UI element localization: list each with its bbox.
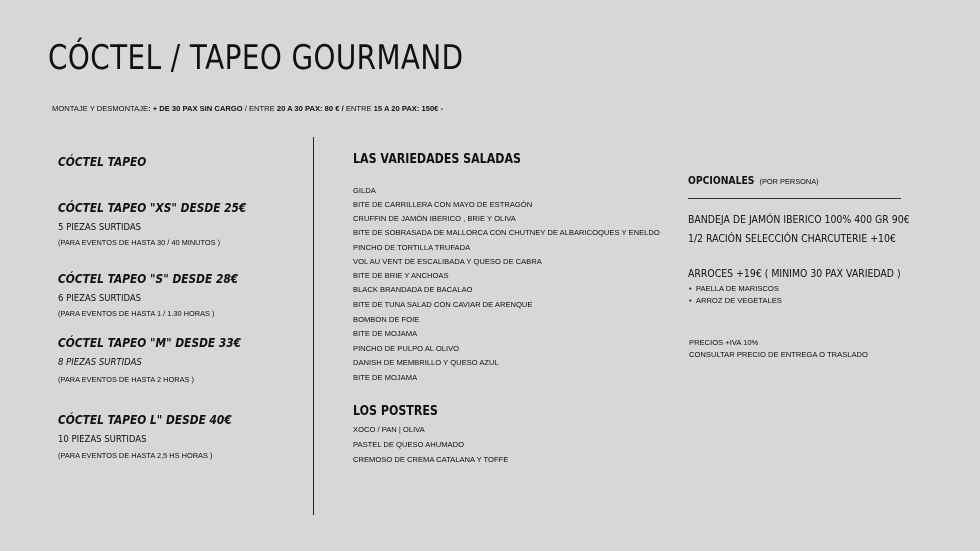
package-l-note: (PARA EVENTOS DE HASTA 2,5 HS HORAS ) <box>58 451 213 460</box>
optional-charcuterie: 1/2 RACIÓN SELECCIÓN CHARCUTERIE +10€ <box>688 232 896 245</box>
package-l-title: CÓCTEL TAPEO L" DESDE 40€ <box>58 412 232 427</box>
salty-item: BITE DE BRIE Y ANCHOAS <box>353 271 449 280</box>
montaje-sep2: / <box>339 104 346 113</box>
package-m-pieces: 8 PIEZAS SURTIDAS <box>58 357 142 368</box>
montaje-free: : + DE 30 PAX SIN CARGO <box>148 104 243 113</box>
salty-item: CRUFFIN DE JAMÓN IBERICO , BRIE Y OLIVA <box>353 214 516 223</box>
salty-item: BITE DE MOJAMA <box>353 329 418 338</box>
salty-item: BITE DE MOJAMA <box>353 373 418 382</box>
package-l-pieces: 10 PIEZAS SURTIDAS <box>58 434 147 445</box>
salty-item: BOMBON DE FOIE <box>353 315 420 324</box>
package-s-pieces: 6 PIEZAS SURTIDAS <box>58 293 142 304</box>
montaje-info <box>52 104 443 113</box>
left-heading: CÓCTEL TAPEO <box>58 154 147 169</box>
optional-rice: ARROCES +19€ ( MINIMO 30 PAX VARIEDAD ) <box>688 267 901 280</box>
dessert-heading: LOS POSTRES <box>353 404 438 419</box>
dessert-item: PASTEL DE QUESO AHUMADO <box>353 440 464 449</box>
salty-item: BLACK BRANDADA DE BACALAO <box>353 285 473 294</box>
montaje-entre: ENTRE <box>345 104 374 113</box>
rice-item-label: ARROZ DE VEGETALES <box>695 296 782 305</box>
rice-item: • PAELLA DE MARISCOS <box>689 284 779 293</box>
salty-item: GILDA <box>353 186 376 195</box>
salty-heading: LAS VARIEDADES SALADAS <box>353 152 521 167</box>
salty-item: DANISH DE MEMBRILLO Y QUESO AZUL <box>353 358 499 367</box>
salty-item: BITE DE CARRILLERA CON MAYO DE ESTRAGÓN <box>353 200 533 209</box>
montaje-15-20: 15 A 20 PAX: 150€ - <box>373 104 444 113</box>
delivery-note: CONSULTAR PRECIO DE ENTREGA O TRASLADO <box>689 350 868 359</box>
package-xs-note: (PARA EVENTOS DE HASTA 30 / 40 MINUTOS ) <box>58 238 221 247</box>
salty-item: VOL AU VENT DE ESCALIBADA Y QUESO DE CABRA <box>353 257 542 266</box>
optional-jamon: BANDEJA DE JAMÓN IBERICO 100% 400 GR 90€ <box>688 213 910 226</box>
package-s-title: CÓCTEL TAPEO "S" DESDE 28€ <box>58 271 239 286</box>
salty-item: BITE DE TUNA SALAD CON CAVIAR DE ARENQUE <box>353 300 533 309</box>
package-xs-title: CÓCTEL TAPEO "XS" DESDE 25€ <box>58 200 247 215</box>
rice-item-label: PAELLA DE MARISCOS <box>695 284 779 293</box>
dessert-item: CREMOSO DE CREMA CATALANA Y TOFFE <box>353 455 509 464</box>
dessert-item: XOCO / PAN | OLIVA <box>353 425 425 434</box>
package-xs-pieces: 5 PIEZAS SURTIDAS <box>58 222 142 233</box>
prices-note: PRECIOS +IVA 10% <box>689 338 759 347</box>
rice-item: • ARROZ DE VEGETALES <box>689 296 782 305</box>
montaje-label: MONTAJE Y DESMONTAJE <box>52 104 149 113</box>
package-m-title: CÓCTEL TAPEO "M" DESDE 33€ <box>58 335 242 350</box>
montaje-sep: / ENTRE <box>242 104 277 113</box>
page-title: CÓCTEL / TAPEO GOURMAND <box>48 38 464 78</box>
salty-item: PINCHO DE TORTILLA TRUFADA <box>353 243 471 252</box>
optional-heading: OPCIONALES <box>688 175 755 187</box>
optional-heading-row <box>688 171 819 189</box>
package-m-note: (PARA EVENTOS DE HASTA 2 HORAS ) <box>58 375 194 384</box>
optional-rule <box>688 198 901 199</box>
montaje-20-30: 20 A 30 PAX: 80 € <box>276 104 340 113</box>
column-divider <box>313 137 314 515</box>
salty-item: BITE DE SOBRASADA DE MALLORCA CON CHUTNEY DE ALBARICOQUES Y ENELDO <box>353 228 660 237</box>
salty-item: PINCHO DE PULPO AL OLIVO <box>353 344 460 353</box>
package-s-note: (PARA EVENTOS DE HASTA 1 / 1.30 HORAS ) <box>58 309 215 318</box>
optional-heading-note: (POR PERSONA) <box>759 177 819 186</box>
